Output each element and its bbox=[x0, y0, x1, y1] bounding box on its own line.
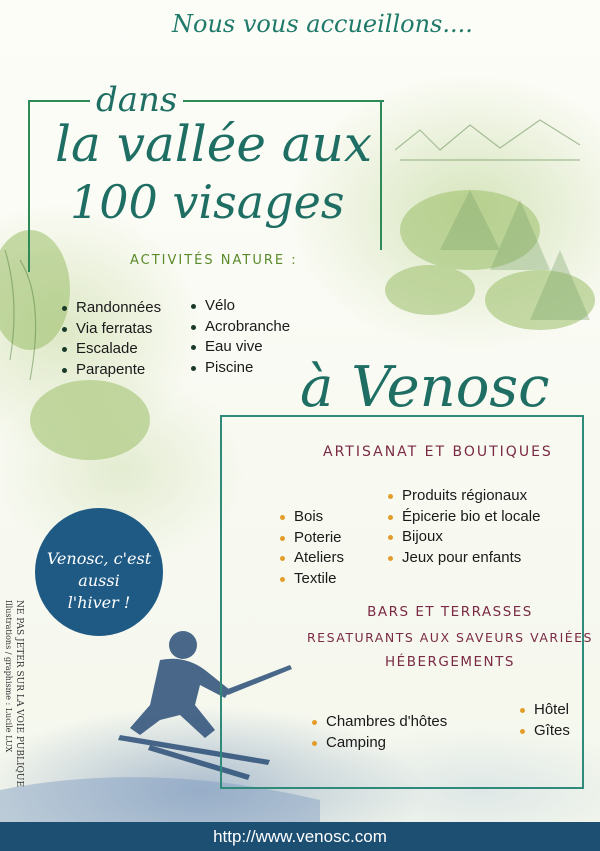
list-item: Ateliers bbox=[280, 548, 344, 569]
artisanat-list-right bbox=[388, 486, 540, 568]
winter-badge-line1: Venosc, c'est aussi bbox=[46, 549, 152, 590]
artisanat-heading: ARTISANAT ET BOUTIQUES bbox=[323, 444, 553, 460]
list-item: Produits régionaux bbox=[388, 486, 540, 507]
list-item: Épicerie bio et locale bbox=[388, 507, 540, 528]
list-item: Vélo bbox=[191, 296, 290, 317]
nature-list-right bbox=[191, 296, 290, 378]
list-item: Textile bbox=[280, 569, 344, 590]
side-vertical-text bbox=[2, 600, 24, 830]
hebergements-list-left bbox=[312, 712, 447, 753]
list-item: Camping bbox=[312, 733, 447, 754]
list-item: Parapente bbox=[62, 360, 161, 381]
notice-text: Illustrations / graphisme : Lucile LUX bbox=[4, 600, 13, 753]
hebergements-heading: HÉBERGEMENTS bbox=[385, 654, 515, 670]
list-item: Via ferratas bbox=[62, 319, 161, 340]
title-line-dans: dans bbox=[90, 80, 183, 120]
list-item: Hôtel bbox=[520, 700, 570, 721]
artisanat-list-left bbox=[280, 507, 344, 589]
bars-terrasses-label: BARS ET TERRASSES bbox=[367, 604, 533, 620]
hebergements-list-right bbox=[520, 700, 570, 741]
list-item: Piscine bbox=[191, 358, 290, 379]
tagline: Nous vous accueillons.... bbox=[172, 10, 473, 38]
title-frame-right bbox=[380, 100, 382, 250]
title-line-vallee: la vallée aux bbox=[55, 115, 373, 173]
list-item: Chambres d'hôtes bbox=[312, 712, 447, 733]
restaurants-label: RESATURANTS AUX SAVEURS VARIÉES bbox=[307, 630, 593, 645]
credits-text: NE PAS JETER SUR LA VOIE PUBLIQUE bbox=[14, 600, 24, 788]
list-item: Acrobranche bbox=[191, 317, 290, 338]
list-item: Bois bbox=[280, 507, 344, 528]
nature-list-left bbox=[62, 298, 161, 380]
title-line-visages: 100 visages bbox=[70, 175, 345, 229]
venosc-title: à Venosc bbox=[300, 355, 550, 420]
list-item: Bijoux bbox=[388, 527, 540, 548]
list-item: Poterie bbox=[280, 528, 344, 549]
winter-badge bbox=[35, 508, 163, 636]
list-item: Escalade bbox=[62, 339, 161, 360]
nature-heading: ACTIVITÉS NATURE : bbox=[130, 253, 298, 268]
list-item: Eau vive bbox=[191, 337, 290, 358]
list-item: Randonnées bbox=[62, 298, 161, 319]
winter-badge-line2: l'hiver ! bbox=[67, 593, 131, 612]
list-item: Jeux pour enfants bbox=[388, 548, 540, 569]
list-item: Gîtes bbox=[520, 721, 570, 742]
footer-url[interactable]: http://www.venosc.com bbox=[0, 822, 600, 851]
services-block bbox=[300, 600, 600, 675]
